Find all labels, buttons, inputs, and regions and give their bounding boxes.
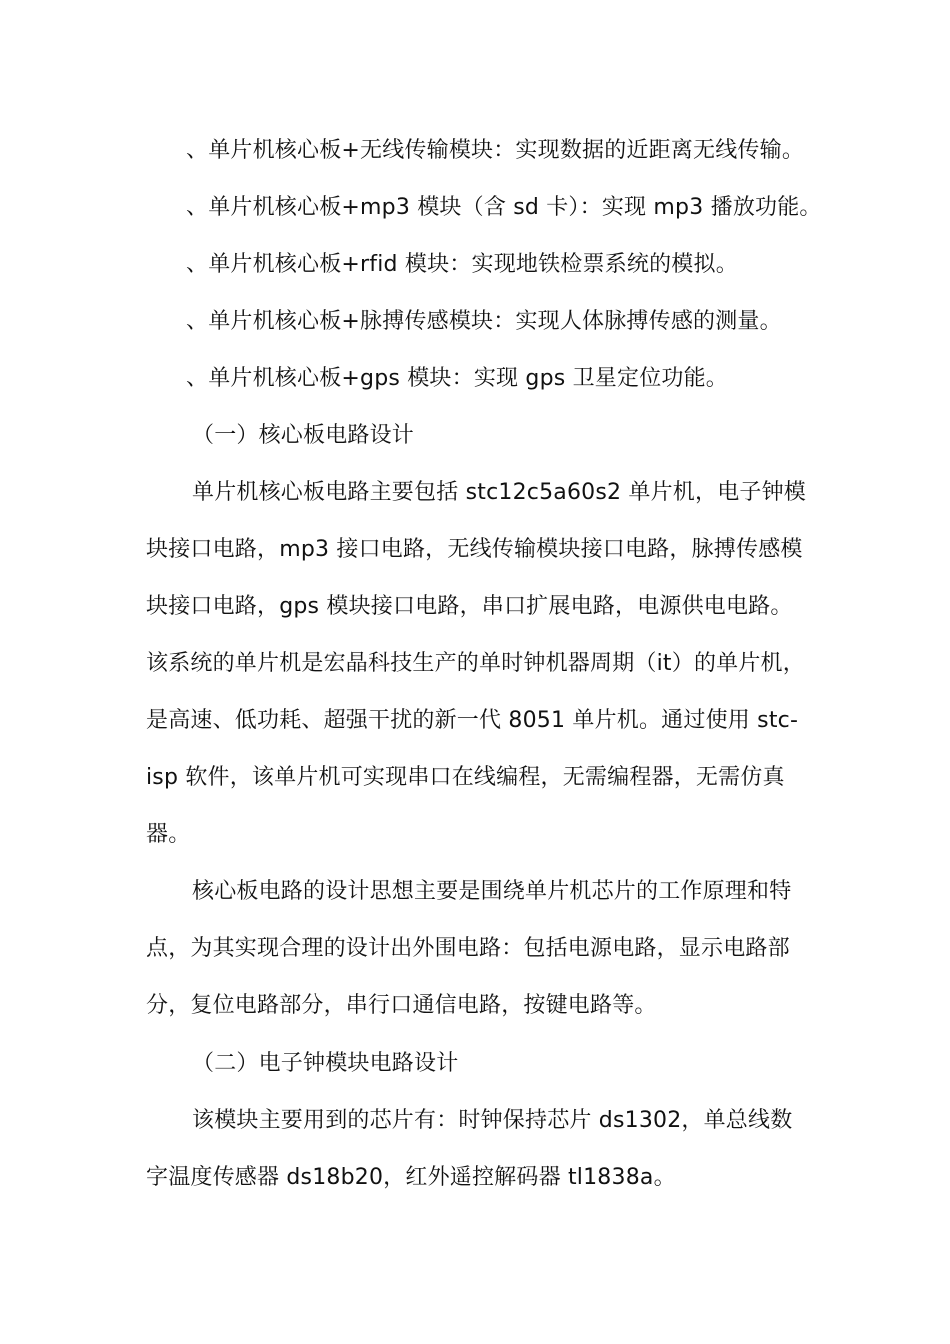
list-item: 、单片机核心板+rfid 模块：实现地铁检票系统的模拟。 — [186, 252, 738, 277]
section-heading: （一）核心板电路设计 — [192, 423, 415, 448]
paragraph-line: 分，复位电路部分，串行口通信电路，按键电路等。 — [146, 993, 657, 1018]
paragraph-line: 该模块主要用到的芯片有：时钟保持芯片 ds1302，单总线数 — [192, 1108, 793, 1133]
paragraph-line: 块接口电路，gps 模块接口电路，串口扩展电路，电源供电电路。 — [146, 594, 793, 619]
list-item: 、单片机核心板+gps 模块：实现 gps 卫星定位功能。 — [186, 366, 728, 391]
paragraph-line: 块接口电路，mp3 接口电路，无线传输模块接口电路，脉搏传感模 — [146, 537, 803, 562]
list-item: 、单片机核心板+脉搏传感模块：实现人体脉搏传感的测量。 — [186, 309, 782, 334]
list-item: 、单片机核心板+mp3 模块（含 sd 卡）：实现 mp3 播放功能。 — [186, 195, 822, 220]
paragraph-line: 是高速、低功耗、超强干扰的新一代 8051 单片机。通过使用 stc- — [146, 708, 799, 733]
paragraph-line: 器。 — [146, 822, 191, 847]
section-heading: （二）电子钟模块电路设计 — [192, 1051, 459, 1076]
paragraph-line: 单片机核心板电路主要包括 stc12c5a60s2 单片机，电子钟模 — [192, 480, 806, 505]
paragraph-line: 核心板电路的设计思想主要是围绕单片机芯片的工作原理和特 — [192, 879, 792, 904]
paragraph-line: 点，为其实现合理的设计出外围电路：包括电源电路，显示电路部 — [146, 936, 790, 961]
list-item: 、单片机核心板+无线传输模块：实现数据的近距离无线传输。 — [186, 138, 805, 163]
paragraph-line: 字温度传感器 ds18b20，红外遥控解码器 tl1838a。 — [146, 1165, 676, 1190]
paragraph-line: isp 软件，该单片机可实现串口在线编程，无需编程器，无需仿真 — [146, 765, 785, 790]
paragraph-line: 该系统的单片机是宏晶科技生产的单时钟机器周期（it）的单片机， — [146, 651, 805, 676]
